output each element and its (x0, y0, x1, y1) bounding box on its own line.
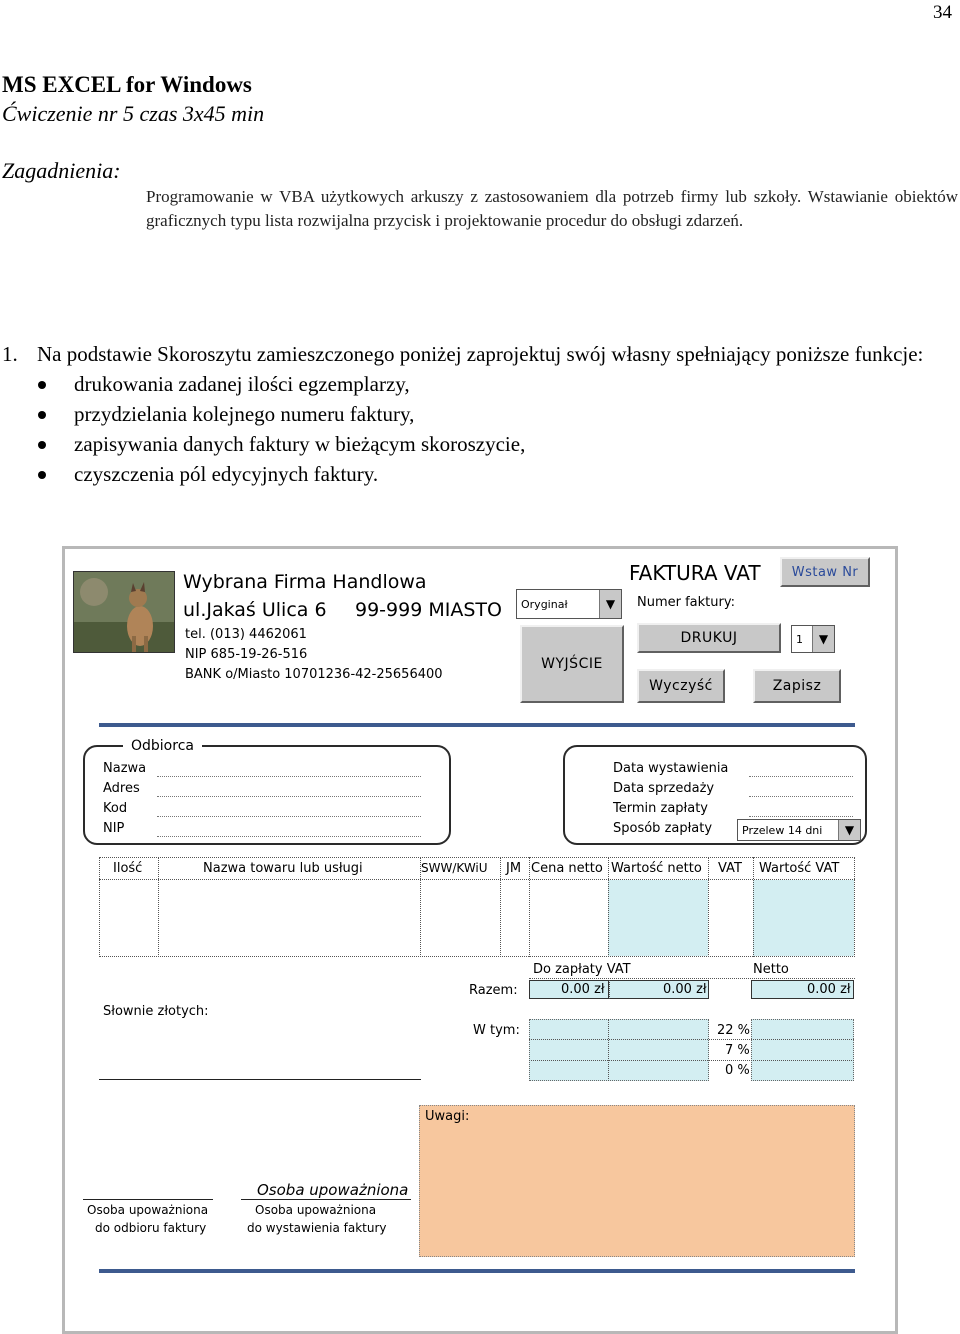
exercise-subtitle: Ćwiczenie nr 5 czas 3x45 min (2, 101, 265, 126)
net-label: Netto (753, 962, 789, 977)
column-divider (608, 857, 609, 957)
notes-label: Uwagi: (425, 1109, 470, 1124)
document-title: MS EXCEL for Windows (2, 72, 252, 97)
totals-header-line (529, 978, 855, 979)
task-bullet-list (2, 369, 942, 489)
issue-date-field[interactable] (749, 759, 853, 777)
recipient-address-field[interactable] (157, 779, 421, 797)
vat-rate-label: 0 % (725, 1063, 750, 1078)
net-value-column-cells (608, 880, 708, 956)
total-net-value: 0.00 zł (807, 982, 851, 997)
column-divider (753, 857, 754, 957)
task-bullet: zapisywania danych faktury w bieżącym skoroszycie, (2, 429, 942, 459)
recipient-name-field[interactable] (157, 759, 421, 777)
print-button[interactable]: DRUKUJ (637, 623, 781, 653)
amount-in-words-line (99, 1079, 421, 1080)
copy-type-value: Oryginał (521, 597, 568, 611)
recipient-field-label: Adres (103, 781, 140, 796)
recipient-nip-field[interactable] (157, 819, 421, 837)
column-header: Ilość (113, 861, 143, 876)
vat-breakdown-cells (529, 1019, 709, 1081)
chevron-down-icon[interactable]: ▼ (838, 820, 860, 840)
company-nip: NIP 685-19-26-516 (185, 647, 308, 662)
breakdown-row-line (529, 1060, 854, 1061)
issuer-signature-label: Osoba upoważniona (255, 1203, 377, 1217)
top-divider (99, 723, 855, 727)
net-breakdown-cells (751, 1019, 854, 1081)
invoice-heading: FAKTURA VAT (629, 561, 761, 585)
recipient-field-label: Kod (103, 801, 128, 816)
copies-count-dropdown[interactable] (791, 625, 835, 653)
task-bullet: drukowania zadanej ilości egzemplarzy, (2, 369, 942, 399)
task-intro-text: Na podstawie Skoroszytu zamieszczonego poniżej zaprojektuj swój własny spełniający poniższe funkcje: (37, 342, 924, 366)
column-header: Cena netto (531, 861, 603, 876)
vat-rate-label: 22 % (717, 1023, 751, 1038)
company-city: 99-999 MIASTO (355, 599, 502, 621)
recipient-signature-label: Osoba upoważniona (87, 1203, 209, 1217)
items-header-line (99, 879, 855, 880)
amount-in-words-label: Słownie złotych: (103, 1004, 209, 1019)
date-field-label: Data wystawienia (613, 761, 729, 776)
notes-area[interactable] (419, 1105, 855, 1257)
recipient-postcode-field[interactable] (157, 799, 421, 817)
sale-date-field[interactable] (749, 779, 853, 797)
insert-number-button[interactable]: Wstaw Nr (780, 557, 870, 587)
exit-button[interactable]: WYJŚCIE (520, 625, 624, 703)
breakdown-col-line (608, 1019, 609, 1081)
copy-type-dropdown[interactable] (516, 589, 622, 619)
task-number: 1. (2, 342, 18, 366)
column-header: Wartość netto (611, 861, 702, 876)
clear-button[interactable]: Wyczyść (637, 669, 725, 703)
column-header: Nazwa towaru lub usługi (203, 861, 363, 876)
task-description (2, 339, 942, 489)
task-bullet: przydzielania kolejnego numeru faktury, (2, 399, 942, 429)
column-divider (158, 857, 159, 957)
date-field-label: Termin zapłaty (613, 801, 708, 816)
vat-rate-label: 7 % (725, 1043, 750, 1058)
breakdown-row-line (529, 1039, 854, 1040)
recipient-title: Odbiorca (123, 738, 202, 754)
company-phone: tel. (013) 4462061 (185, 627, 307, 642)
column-header: VAT (718, 861, 742, 876)
chevron-down-icon[interactable]: ▼ (812, 626, 834, 652)
recipient-signature-label: do odbioru faktury (95, 1221, 207, 1235)
recipient-signature-line (83, 1199, 213, 1200)
date-field-label: Sposób zapłaty (613, 821, 713, 836)
payment-due-field[interactable] (749, 799, 853, 817)
page-number: 34 (933, 2, 952, 23)
task-bullet: czyszczenia pól edycyjnych faktury. (2, 459, 942, 489)
lynx-photo-icon (74, 572, 175, 653)
total-vat-value: 0.00 zł (561, 982, 605, 997)
payment-method-value: Przelew 14 dni (742, 823, 823, 837)
date-field-label: Data sprzedaży (613, 781, 715, 796)
save-button[interactable]: Zapisz (753, 669, 841, 703)
bottom-divider (99, 1269, 855, 1273)
issuer-signature-label: do wystawienia faktury (247, 1221, 387, 1235)
issuer-signature-line (241, 1199, 411, 1200)
column-header: Wartość VAT (759, 861, 840, 876)
total-gross-value: 0.00 zł (663, 982, 707, 997)
column-divider (708, 857, 709, 957)
including-label: W tym: (473, 1023, 520, 1038)
company-bank: BANK o/Miasto 10701236-42-25656400 (185, 667, 443, 682)
vat-value-column-cells (753, 880, 854, 956)
company-logo-photo (73, 571, 175, 653)
recipient-field-label: Nazwa (103, 761, 147, 776)
invoice-sheet-screenshot (62, 546, 898, 1334)
chevron-down-icon[interactable]: ▼ (599, 590, 621, 618)
column-header: JM (506, 861, 522, 876)
column-header: SWW/KWiU (421, 861, 488, 875)
issuer-signature-name: Osoba upoważniona (257, 1181, 409, 1199)
recipient-field-label: NIP (103, 821, 125, 836)
total-label: Razem: (469, 983, 518, 998)
column-divider (529, 857, 530, 957)
invoice-number-label: Numer faktury: (637, 595, 735, 610)
task-intro (2, 339, 942, 369)
payment-method-dropdown[interactable] (737, 819, 861, 841)
copies-count-value: 1 (796, 632, 803, 646)
topics-heading: Zagadnienia: (2, 158, 121, 183)
to-pay-vat-label: Do zapłaty VAT (533, 962, 631, 977)
company-name: Wybrana Firma Handlowa (183, 571, 427, 593)
topics-paragraph: Programowanie w VBA użytkowych arkuszy z zastosowaniem dla potrzeb firmy lub szkoły. Wstawianie obiektów graficznych typu lista rozwijalna przycisk i projektowanie procedur do obsługi zdarzeń. (146, 187, 958, 230)
company-street: ul.Jakaś Ulica 6 (183, 599, 327, 621)
